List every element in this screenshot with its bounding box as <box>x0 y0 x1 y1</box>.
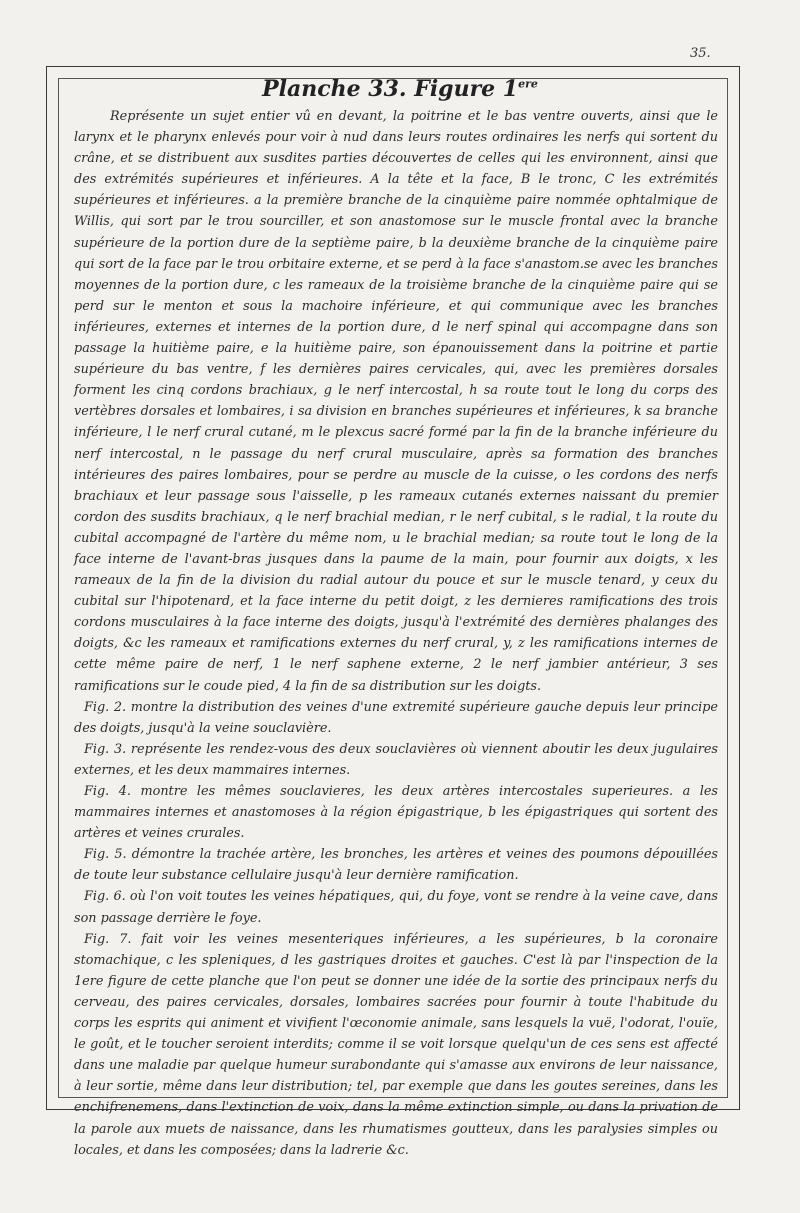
figure-4-description: Fig. 4. montre les mêmes souclavieres, les deux artères intercostales superieures. a les mammaires internes et anastomoses à la région épigastrique, b les épigastriques qui sortent des artères et veines crurales. <box>74 784 718 842</box>
figure-7-description: Fig. 7. fait voir les veines mesenteriques inférieures, a les supérieures, b la coronaire stomachique, c les spleniques, d les gastriques droites et gauches. C'est là par l'inspection de la 1ere figure de cette planche que l'on peut se donner une idée de la sortie des principaux nerfs du cerveau, des paires cervicales, dorsales, lombaires sacrées pour fournir à toute l'habitude du corps les esprits qui animent et vivifient l'œconomie animale, sans lesquels la vuë, l'odorat, l'ouïe, le goût, et le toucher seroient interdits; comme il se voit lorsque quelqu'un de ces sens est affecté dans une maladie par quelque humeur surabondante qui s'amasse aux environs de leur naissance, à leur sortie, même dans leur distribution; tel, par exemple que dans les goutes sereines, dans les enchifrenemens, dans l'extinction de voix, dans la même extinction simple, ou dans la privation de la parole aux muets de naissance, dans les rhumatismes goutteux, dans les paralysies simples ou locales, et dans les composées; dans la ladrerie &c. <box>74 931 718 1158</box>
plate-description <box>74 106 718 1161</box>
figure-6-description: Fig. 6. où l'on voit toutes les veines hépatiques, qui, du foye, vont se rendre à la veine cave, dans son passage derrière le foye. <box>74 889 718 926</box>
plate-title-superscript: ere <box>518 77 538 91</box>
figure-3-description: Fig. 3. représente les rendez-vous des deux souclavières où viennent aboutir les deux jugulaires externes, et les deux mammaires internes. <box>74 741 718 778</box>
page-number: 35. <box>690 46 711 61</box>
plate-title-text: Planche 33. Figure 1 <box>262 76 519 102</box>
figure-2-description: Fig. 2. montre la distribution des veines d'une extremité supérieure gauche depuis leur principe des doigts, jusqu'à la veine souclavière. <box>74 699 718 736</box>
plate-title <box>0 76 800 102</box>
figure-1-description: Représente un sujet entier vû en devant, la poitrine et le bas ventre ouverts, ainsi que le larynx et le pharynx enlevés pour voir à nud dans leurs routes ordinaires les nerfs qui sortent du crâne, et se distribuent aux susdites parties découvertes de celles qui les environnent, ainsi que des extrémités supérieures et inférieures. A la tête et la face, B le tronc, C les extrémités supérieures et inférieures. a la première branche de la cinquième paire nommée ophtalmique de Willis, qui sort par le trou sourciller, et son anastomose sur le muscle frontal avec la branche supérieure de la portion dure de la septième paire, b la deuxième branche de la cinquième paire qui sort de la face par le trou orbitaire externe, et se perd à la face s'anastom.se avec les branches moyennes de la portion dure, c les rameaux de la troisième branche de la cinquième paire qui se perd sur le menton et sous la machoire inférieure, et qui communique avec les branches inférieures, externes et internes de la portion dure, d le nerf spinal qui accompagne dans son passage la huitième paire, e la huitième paire, son épanouissement dans la poitrine et partie supérieure du bas ventre, f les dernières paires cervicales, qui, avec les premières dorsales forment les cinq cordons brachiaux, g le nerf intercostal, h sa route tout le long du corps des vertèbres dorsales et lombaires, i sa division en branches supérieures et inférieures, k sa branche inférieure, l le nerf crural cutané, m le plexcus sacré formé par la fin de la branche inférieure du nerf intercostal, n le passage du nerf crural musculaire, après sa formation des branches intérieures des paires lombaires, pour se perdre au muscle de la cuisse, o les cordons des nerfs brachiaux et leur passage sous l'aisselle, p les rameaux cutanés externes naissant du premier cordon des susdits brachiaux, q le nerf brachial median, r le nerf cubital, s le radial, t la route du cubital accompagné de l'artère du même nom, u le brachial median; sa route tout le long de la face interne de l'avant-bras jusques dans la paume de la main, pour fournir aux doigts, x les rameaux de la fin de la division du radial autour du pouce et sur le muscle tenard, y ceux du cubital sur l'hipotenard, et la face interne du petit doigt, z les dernieres ramifications des trois cordons musculaires à la face interne des doigts, jusqu'à l'extrémité des dernières phalanges des doigts, &c les rameaux et ramifications externes du nerf crural, y, z les ramifications internes de cette même paire de nerf, 1 le nerf saphene externe, 2 le nerf jambier antérieur, 3 ses ramifications sur le coude pied, 4 la fin de sa distribution sur les doigts. <box>74 109 718 694</box>
figure-5-description: Fig. 5. démontre la trachée artère, les bronches, les artères et veines des poumons dépouillées de toute leur substance cellulaire jusqu'à leur dernière ramification. <box>74 847 718 884</box>
